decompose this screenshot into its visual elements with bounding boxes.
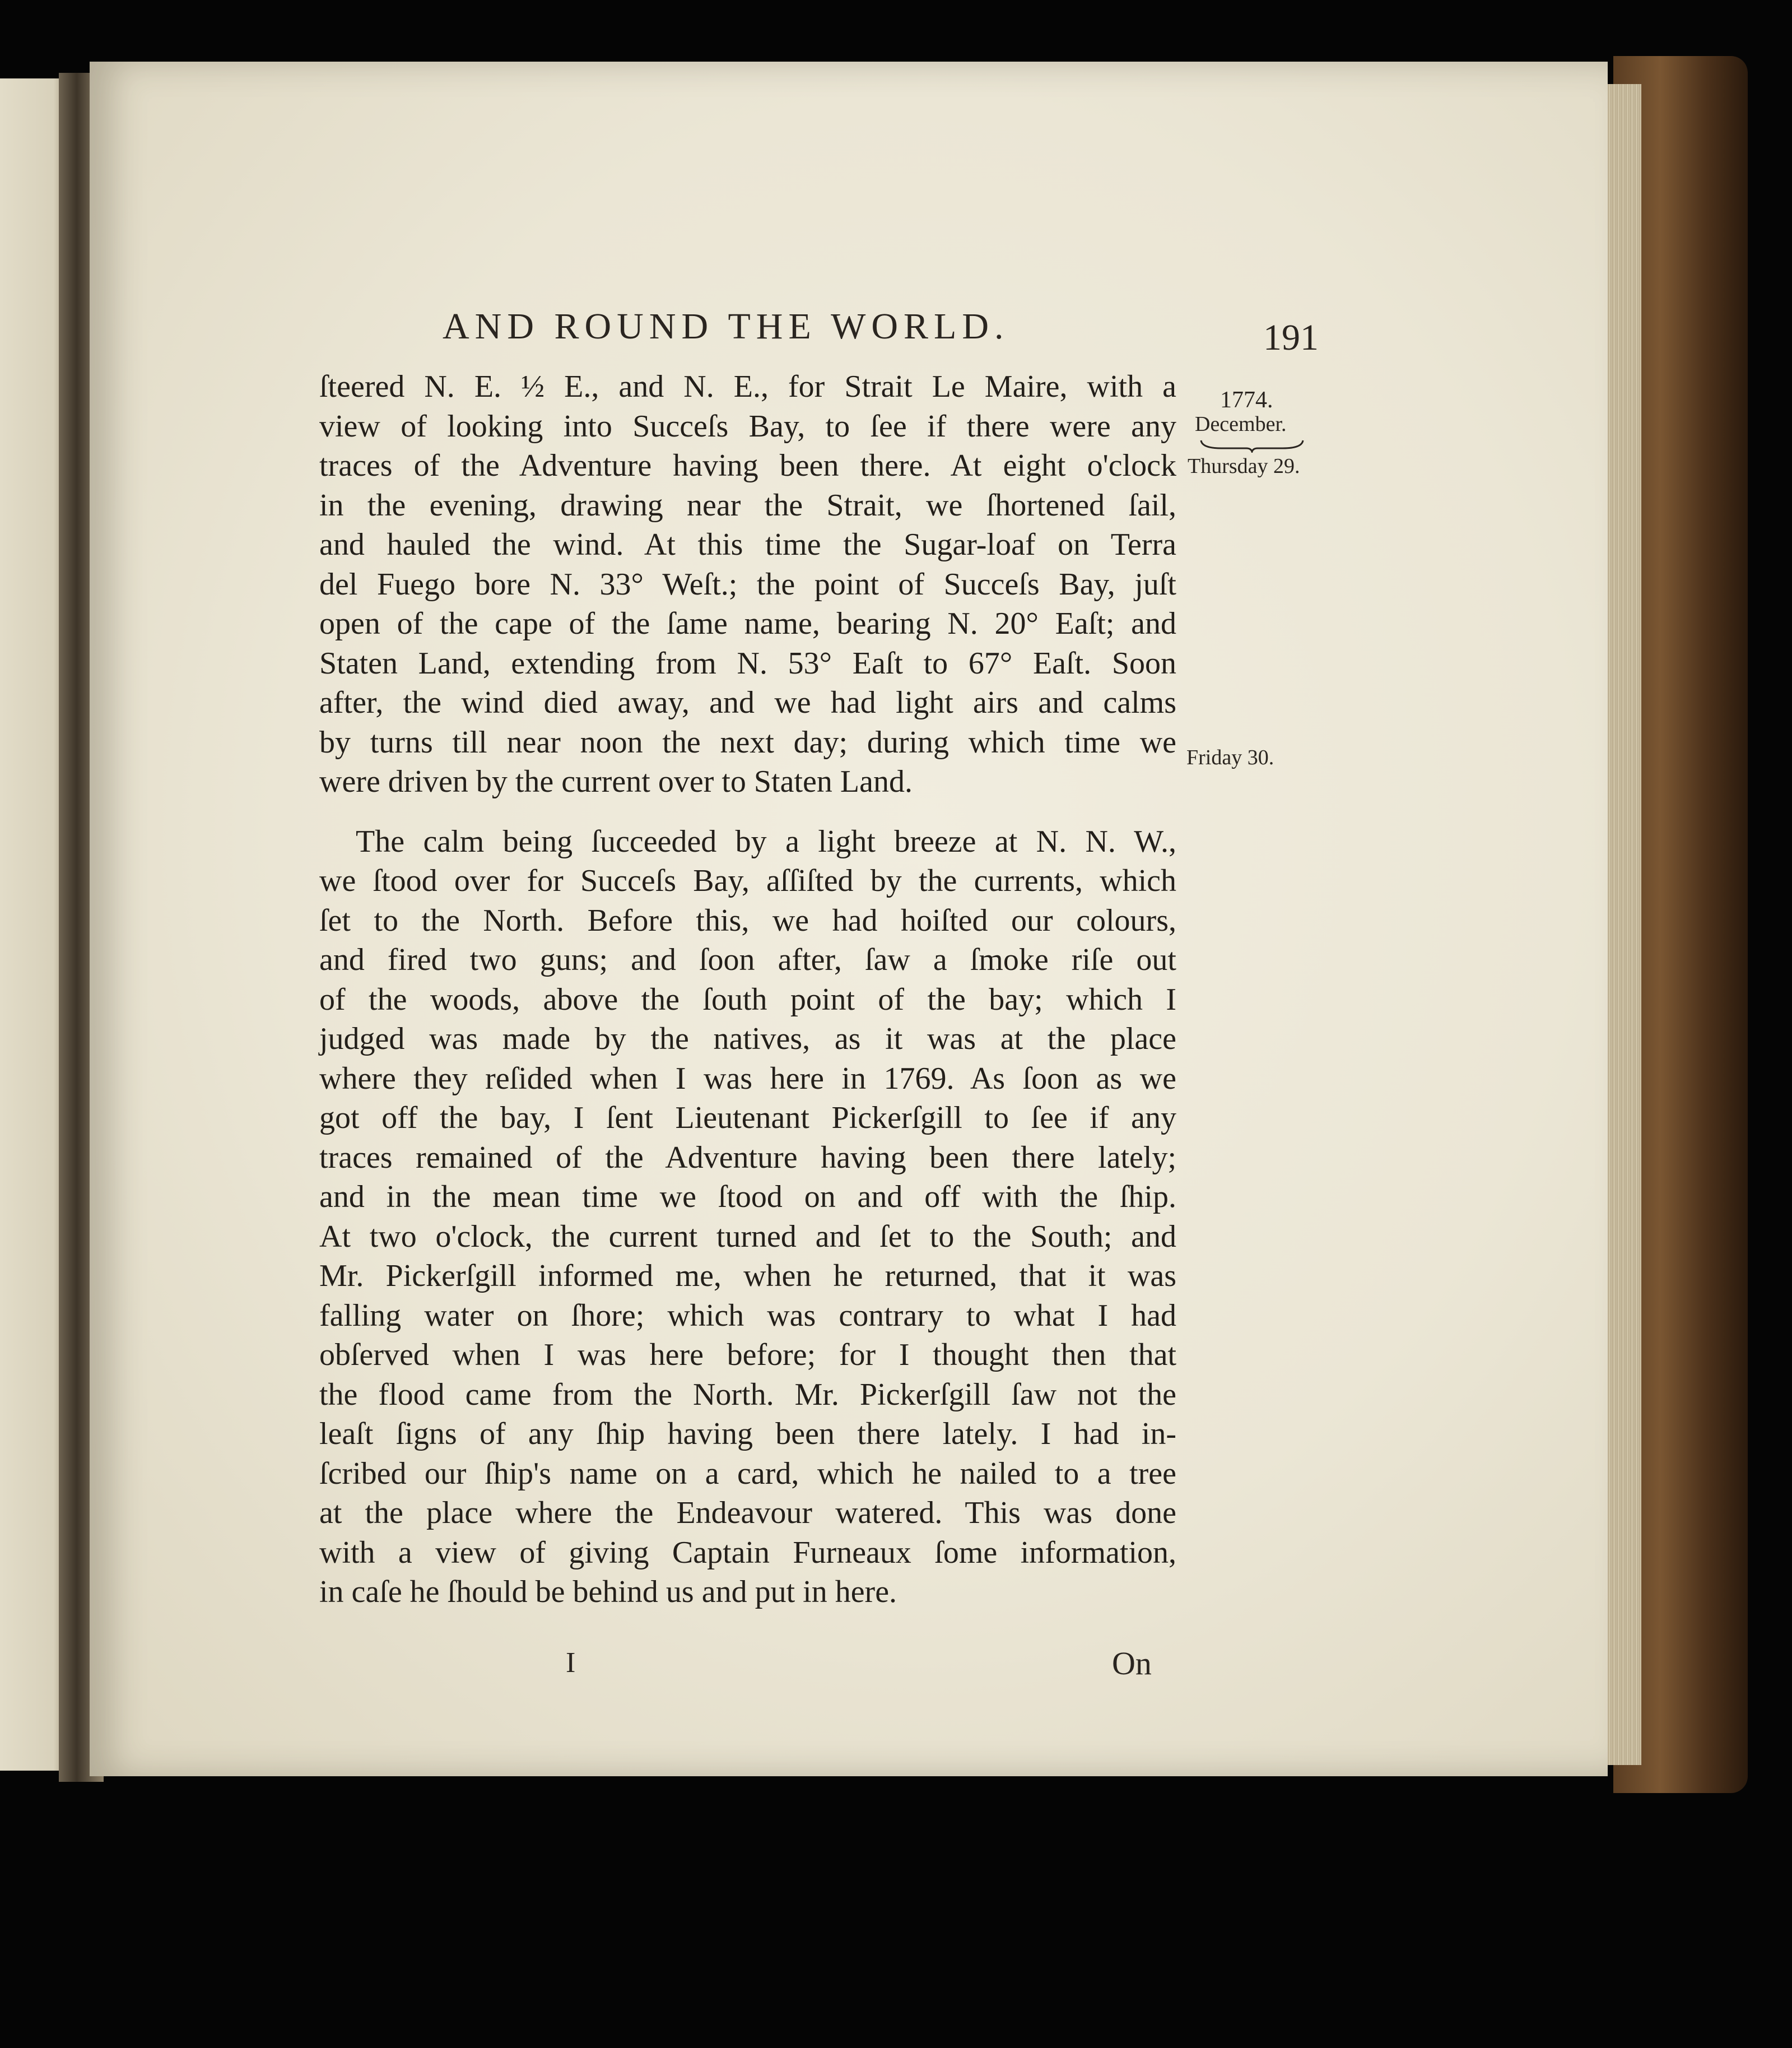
body-text <box>319 367 1176 1612</box>
left-page-edge <box>0 78 67 1771</box>
text-line: and hauled the wind. At this time the Sugar-loaf on Terra <box>319 527 1176 562</box>
text-line: by turns till near noon the next day; during which time we <box>319 725 1176 760</box>
text-line: and fired two guns; and ſoon after, ſaw a ſmoke riſe out <box>319 942 1176 977</box>
margin-brace-icon <box>1199 438 1305 453</box>
margin-note-month: December. <box>1195 412 1287 436</box>
text-line: falling water on ſhore; which was contrary to what I had <box>319 1298 1176 1333</box>
margin-note-thursday: Thursday 29. <box>1188 454 1300 478</box>
paragraph-1 <box>319 367 1176 802</box>
text-line: at the place where the Endeavour watered. This was done <box>319 1496 1176 1530</box>
text-line: judged was made by the natives, as it was at the place <box>319 1021 1176 1056</box>
text-line: in caſe he ſhould be behind us and put in here. <box>319 1575 897 1609</box>
text-line: where they reſided when I was here in 1769. As ſoon as we <box>319 1061 1176 1096</box>
text-line: of the woods, above the ſouth point of the bay; which I <box>319 982 1176 1017</box>
text-line: leaſt ſigns of any ſhip having been there lately. I had in- <box>319 1417 1176 1451</box>
text-line: ſteered N. E. ½ E., and N. E., for Strait Le Maire, with a <box>319 369 1176 404</box>
paragraph-gap <box>319 802 1176 822</box>
text-line: with a view of giving Captain Furneaux ſome information, <box>319 1535 1176 1570</box>
text-line: in the evening, drawing near the Strait, we ſhortened ſail, <box>319 487 1176 523</box>
text-line: after, the wind died away, and we had light airs and calms <box>319 685 1176 720</box>
margin-note-friday: Friday 30. <box>1186 746 1274 769</box>
signature-mark: I <box>566 1647 576 1679</box>
text-line: At two o'clock, the current turned and ſet to the South; and <box>319 1219 1176 1254</box>
page-number: 191 <box>1263 317 1319 358</box>
text-line: traces remained of the Adventure having been there lately; <box>319 1140 1176 1175</box>
running-head: AND ROUND THE WORLD. <box>443 306 1009 347</box>
paragraph-2 <box>319 822 1176 1612</box>
catchword: On <box>1112 1645 1152 1682</box>
text-line: open of the cape of the ſame name, bearing N. 20° Eaſt; and <box>319 606 1176 641</box>
text-line: we ſtood over for Succeſs Bay, aſſiſted by the currents, which <box>319 863 1176 898</box>
margin-note-year: 1774. <box>1220 387 1273 413</box>
text-line: obſerved when I was here before; for I thought then that <box>319 1338 1176 1372</box>
text-line: got off the bay, I ſent Lieutenant Pickerſgill to ſee if any <box>319 1100 1176 1135</box>
text-line: were driven by the current over to Staten Land. <box>319 764 913 799</box>
text-line: and in the mean time we ſtood on and off with the ſhip. <box>319 1179 1176 1214</box>
text-line: traces of the Adventure having been there. At eight o'clock <box>319 448 1176 483</box>
text-line: The calm being ſucceeded by a light breeze at N. N. W., <box>356 824 1176 859</box>
page-edges <box>1602 84 1641 1765</box>
text-line: Staten Land, extending from N. 53° Eaſt to 67° Eaſt. Soon <box>319 645 1176 681</box>
text-line: Mr. Pickerſgill informed me, when he returned, that it was <box>319 1258 1176 1293</box>
text-line: ſet to the North. Before this, we had hoiſted our colours, <box>319 903 1176 938</box>
text-line: the flood came from the North. Mr. Pickerſgill ſaw not the <box>319 1377 1176 1412</box>
text-line: ſcribed our ſhip's name on a card, which he nailed to a tree <box>319 1456 1176 1491</box>
text-line: del Fuego bore N. 33° Weſt.; the point of Succeſs Bay, juſt <box>319 566 1176 602</box>
text-line: view of looking into Succeſs Bay, to ſee if there were any <box>319 408 1176 444</box>
